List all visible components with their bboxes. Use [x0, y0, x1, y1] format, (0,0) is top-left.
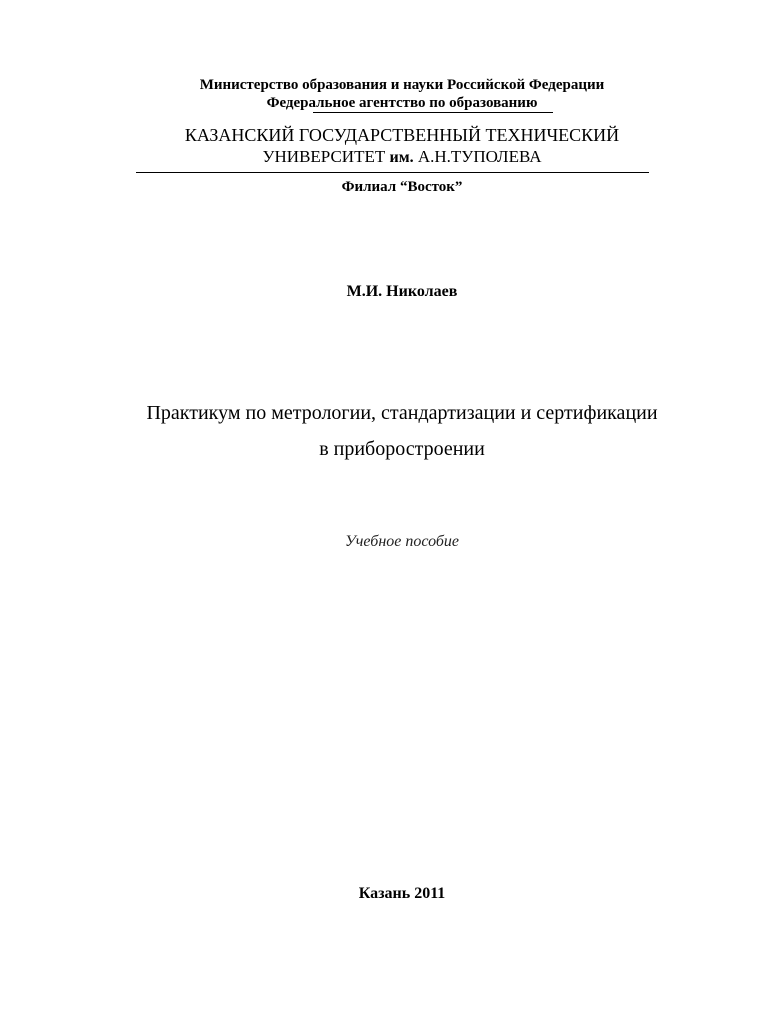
document-title-line-2: в приборостроении — [319, 438, 485, 460]
university-name-line-2 — [18, 146, 768, 169]
place-and-year: Казань 2011 — [358, 885, 446, 902]
ministry-name: Министерство образования и науки Российской Федерации — [199, 77, 605, 93]
university-word: УНИВЕРСИТЕТ — [262, 147, 386, 166]
document-type: Учебное пособие — [344, 533, 459, 550]
agency-name: Федеральное агентство по образованию — [266, 95, 538, 111]
university-name-line-1: КАЗАНСКИЙ ГОСУДАРСТВЕННЫЙ ТЕХНИЧЕСКИЙ — [184, 125, 620, 145]
document-title-line-1: Практикум по метрологии, стандартизации и сертификации — [146, 402, 658, 424]
author-name: М.И. Николаев — [346, 283, 458, 300]
university-named-after: им. — [389, 149, 414, 166]
branch-name: Филиал “Восток” — [341, 179, 463, 195]
university-namesake: А.Н.ТУПОЛЕВА — [417, 147, 542, 166]
agency-underline — [313, 112, 553, 113]
header-divider — [136, 172, 649, 173]
